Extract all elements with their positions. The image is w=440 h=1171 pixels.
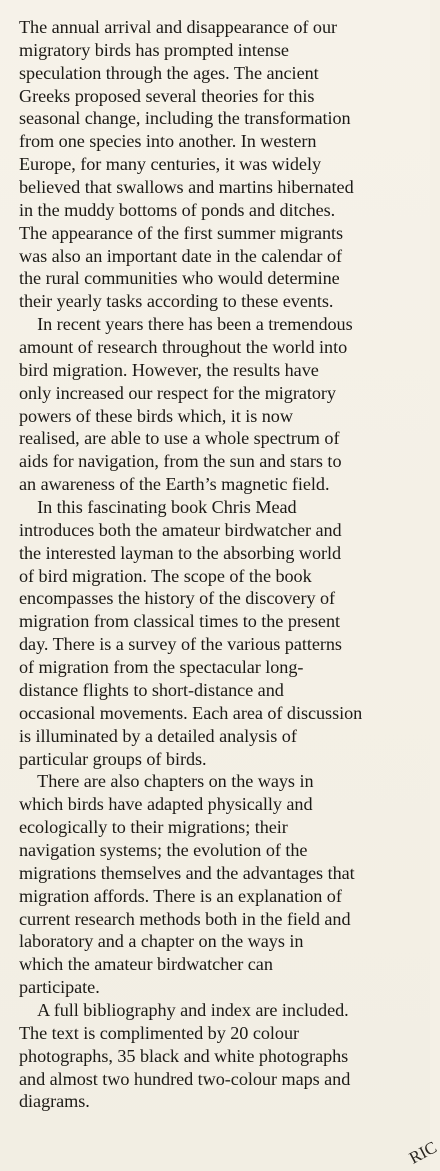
text-line: in the muddy bottoms of ponds and ditches.	[19, 199, 336, 220]
text-line: particular groups of birds.	[19, 748, 207, 769]
text-line: aids for navigation, from the sun and stars to	[19, 451, 342, 472]
text-line: powers of these birds which, it is now	[19, 405, 293, 426]
text-line: migrations themselves and the advantages that	[19, 862, 355, 883]
text-line: A full bibliography and index are included.	[19, 999, 349, 1020]
text-line: bird migration. However, the results have	[19, 359, 319, 380]
paragraph-history	[19, 16, 423, 313]
text-line: which birds have adapted physically and	[19, 794, 313, 815]
text-line: migratory birds has prompted intense	[19, 39, 289, 60]
text-line: believed that swallows and martins hibernated	[19, 177, 354, 198]
text-line: amount of research throughout the world into	[19, 337, 348, 358]
paragraph-bibliography	[19, 999, 423, 1113]
text-line: laboratory and a chapter on the ways in	[19, 931, 304, 952]
text-line: The annual arrival and disappearance of our	[19, 17, 337, 37]
text-line: migration affords. There is an explanation of	[19, 885, 342, 906]
text-line: and almost two hundred two-colour maps and	[19, 1068, 351, 1089]
text-line: their yearly tasks according to these events.	[19, 291, 334, 312]
text-line: of migration from the spectacular long-	[19, 657, 304, 678]
text-line: There are also chapters on the ways in	[19, 771, 314, 792]
corner-partial-text: RIC	[405, 1137, 440, 1168]
text-line: The text is complimented by 20 colour	[19, 1022, 299, 1043]
paragraph-chapters	[19, 770, 423, 999]
text-line: participate.	[19, 977, 100, 998]
text-line: The appearance of the first summer migrants	[19, 222, 344, 243]
text-line: which the amateur birdwatcher can	[19, 954, 273, 975]
text-line: photographs, 35 black and white photographs	[19, 1045, 349, 1066]
text-line: introduces both the amateur birdwatcher and	[19, 519, 342, 540]
text-line: of bird migration. The scope of the book	[19, 565, 312, 586]
text-line: encompasses the history of the discovery of	[19, 588, 336, 609]
paragraph-book-scope	[19, 496, 423, 770]
text-line: seasonal change, including the transformation	[19, 108, 351, 129]
text-line: was also an important date in the calendar of	[19, 245, 342, 266]
text-line: In recent years there has been a tremendous	[19, 314, 353, 335]
text-line: current research methods both in the field and	[19, 908, 351, 929]
text-line: speculation through the ages. The ancient	[19, 62, 319, 83]
text-line: the interested layman to the absorbing world	[19, 542, 342, 563]
text-line: migration from classical times to the present	[19, 611, 340, 632]
blurb-text	[19, 16, 423, 1113]
text-line: navigation systems; the evolution of the	[19, 839, 308, 860]
text-line: an awareness of the Earth’s magnetic field.	[19, 474, 330, 495]
text-line: the rural communities who would determine	[19, 268, 340, 289]
text-line: Europe, for many centuries, it was widely	[19, 154, 321, 175]
text-line: ecologically to their migrations; their	[19, 817, 288, 838]
text-line: Greeks proposed several theories for this	[19, 85, 315, 106]
text-line: occasional movements. Each area of discussion	[19, 702, 363, 723]
text-line: diagrams.	[19, 1091, 90, 1112]
text-line: is illuminated by a detailed analysis of	[19, 725, 297, 746]
text-line: distance flights to short-distance and	[19, 679, 284, 700]
text-line: In this fascinating book Chris Mead	[19, 497, 297, 518]
text-line: from one species into another. In western	[19, 131, 317, 152]
text-line: day. There is a survey of the various patterns	[19, 634, 342, 655]
text-line: realised, are able to use a whole spectrum of	[19, 428, 340, 449]
text-line: only increased our respect for the migratory	[19, 382, 336, 403]
paragraph-research	[19, 313, 423, 496]
